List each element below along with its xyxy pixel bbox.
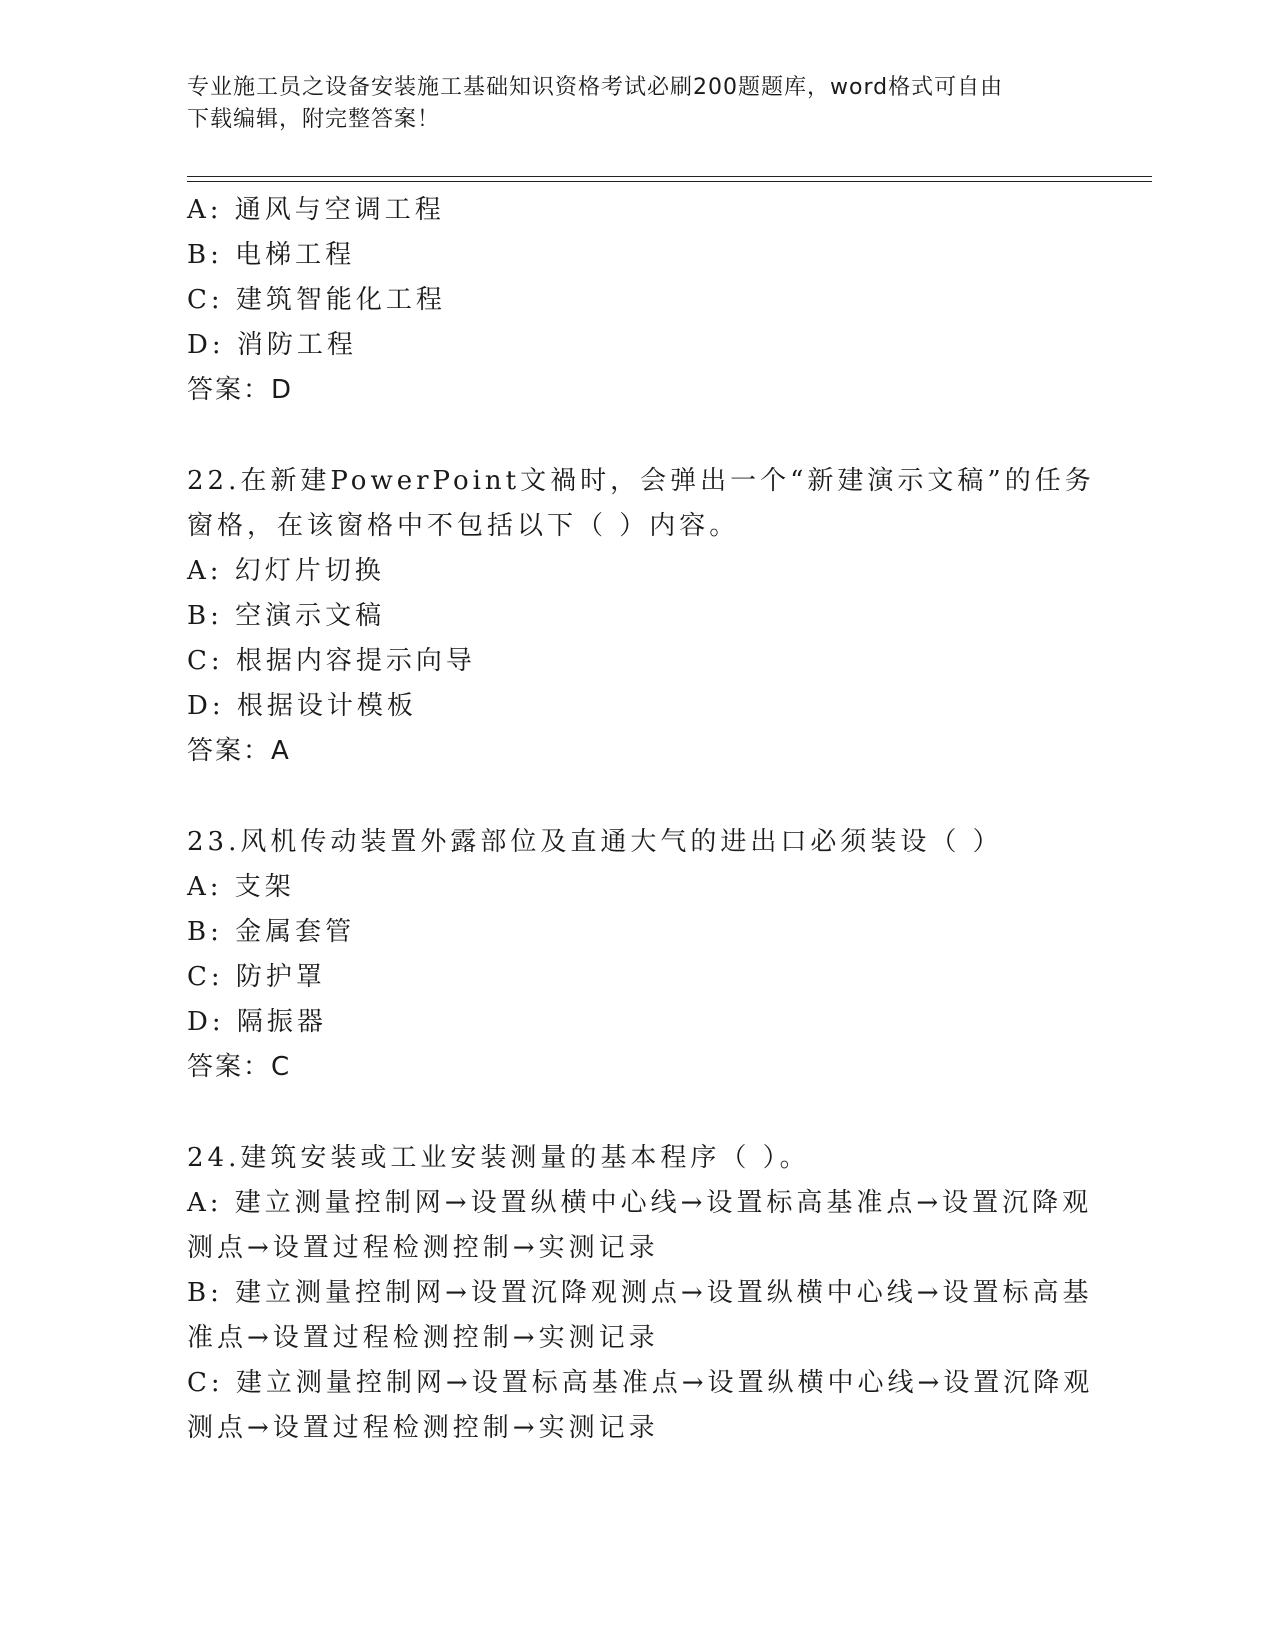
- q22-stem-line-1: 22.在新建PowerPoint文禍时，会弹出一个“新建演示文稿”的任务: [187, 466, 1095, 496]
- question-23: [187, 820, 1147, 1090]
- document-header: [187, 72, 1087, 136]
- q21-option-b: B: 电梯工程: [187, 240, 356, 270]
- header-line-2: 下载编辑，附完整答案！: [187, 107, 441, 132]
- question-list: [187, 188, 1147, 1451]
- q22-answer: 答案：A: [187, 736, 291, 766]
- q21-option-a: A: 通风与空调工程: [187, 195, 445, 225]
- spacer: [187, 774, 1147, 820]
- q22-option-d: D: 根据设计模板: [187, 691, 417, 721]
- q24-option-a-line-1: A: 建立测量控制网→设置纵横中心线→设置标高基准点→设置沉降观: [187, 1188, 1093, 1218]
- q24-option-a-line-2: 测点→设置过程检测控制→实测记录: [187, 1233, 659, 1263]
- spacer: [187, 1090, 1147, 1136]
- q23-answer: 答案：C: [187, 1052, 292, 1082]
- q23-option-d: D: 隔振器: [187, 1007, 327, 1037]
- q24-option-c-line-1: C: 建立测量控制网→设置标高基准点→设置纵横中心线→设置沉降观: [187, 1368, 1094, 1398]
- q21-answer: 答案：D: [187, 375, 294, 405]
- q24-option-c-line-2: 测点→设置过程检测控制→实测记录: [187, 1413, 659, 1443]
- header-rule-top: [187, 176, 1152, 177]
- q23-stem: 23.风机传动装置外露部位及直通大气的进出口必须装设（ ）: [187, 827, 1003, 857]
- header-rule-bottom: [187, 181, 1152, 182]
- question-22: [187, 459, 1147, 774]
- spacer: [187, 413, 1147, 459]
- q22-option-c: C: 根据内容提示向导: [187, 646, 476, 676]
- q22-option-b: B: 空演示文稿: [187, 601, 386, 631]
- q23-option-c: C: 防护罩: [187, 962, 326, 992]
- q22-option-a: A: 幻灯片切换: [187, 556, 385, 586]
- q21-option-d: D: 消防工程: [187, 330, 357, 360]
- q23-option-b: B: 金属套管: [187, 917, 356, 947]
- question-24: [187, 1136, 1147, 1451]
- q21-option-c: C: 建筑智能化工程: [187, 285, 446, 315]
- q24-option-b-line-1: B: 建立测量控制网→设置沉降观测点→设置纵横中心线→设置标高基: [187, 1278, 1093, 1308]
- q24-stem: 24.建筑安装或工业安装测量的基本程序（ ）。: [187, 1143, 810, 1173]
- q23-option-a: A: 支架: [187, 872, 295, 902]
- header-line-1: 专业施工员之设备安装施工基础知识资格考试必刷200题题库，word格式可自由: [187, 75, 1004, 100]
- question-21: [187, 188, 1147, 413]
- q24-option-b-line-2: 准点→设置过程检测控制→实测记录: [187, 1323, 659, 1353]
- q22-stem-line-2: 窗格，在该窗格中不包括以下（ ）内容。: [187, 511, 740, 541]
